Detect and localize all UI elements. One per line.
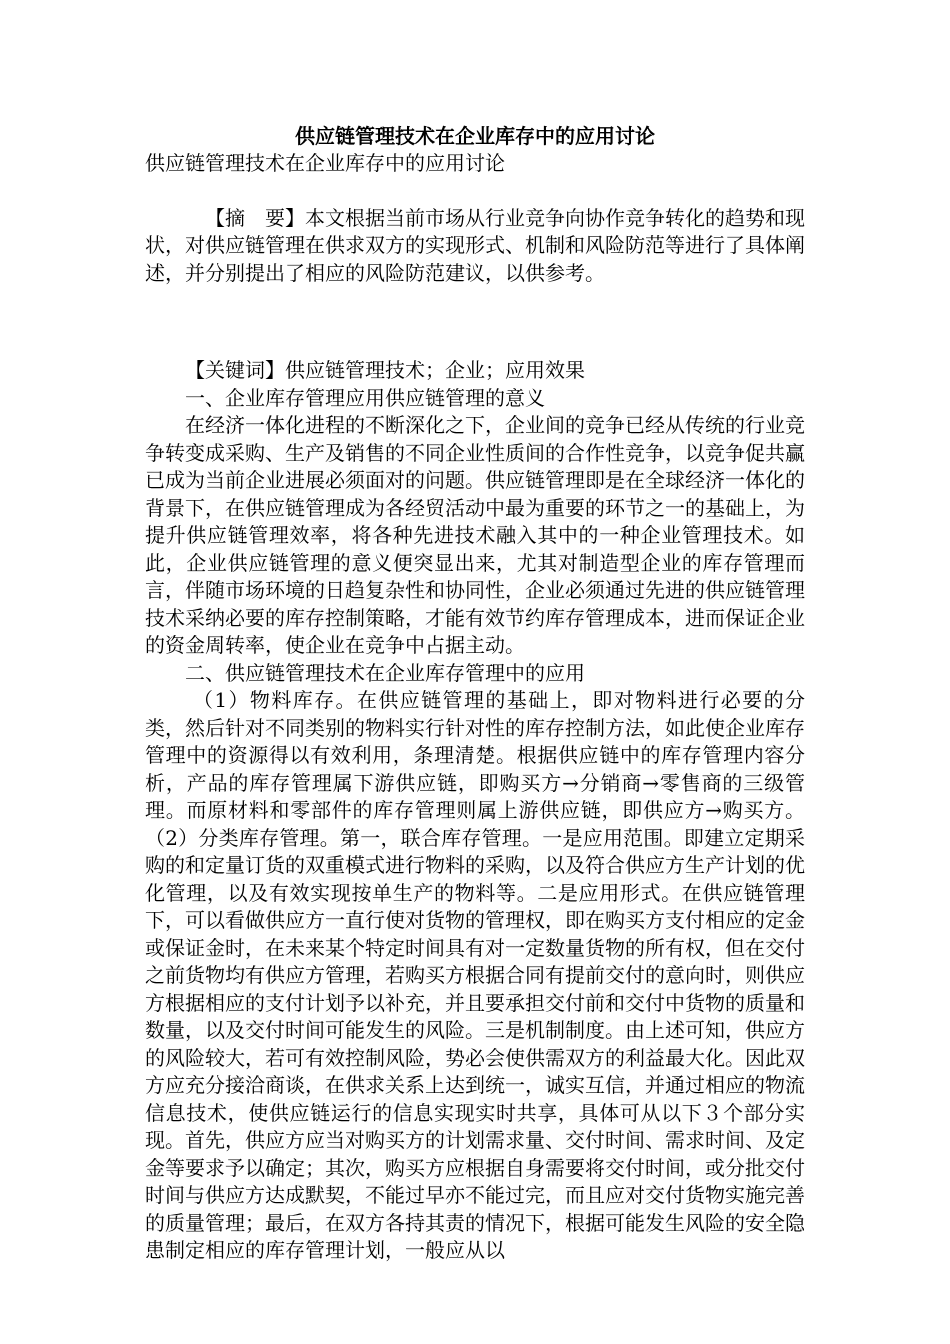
document-page: [145, 122, 805, 1265]
document-subtitle: 供应链管理技术在企业库存中的应用讨论: [145, 151, 505, 175]
section-2-heading: 二、供应链管理技术在企业库存管理中的应用: [185, 660, 585, 685]
section-1-body: 在经济一体化进程的不断深化之下，企业间的竞争已经从传统的行业竞争转变成采购、生产及销售的不同企业性质间的合作性竞争，以竞争促共赢已成为当前企业进展必须面对的问题。供应链管理即是在全球经济一体化的背景下，在供应链管理成为各经贸活动中最为重要的环节之一的基础上，为提升供应链管理效率，将各种先进技术融入其中的一种企业管理技术。如此，企业供应链管理的意义便突显出来，尤其对制造型企业的库存管理而言，伴随市场环境的日趋复杂性和协同性，企业必须通过先进的供应链管理技术采纳必要的库存控制策略，才能有效节约库存管理成本，进而保证企业的资金周转率，使企业在竞争中占据主动。: [145, 413, 805, 657]
keywords-line: 【关键词】供应链管理技术；企业；应用效果: [185, 358, 585, 382]
section-1-heading: 一、企业库存管理应用供应链管理的意义: [185, 385, 545, 410]
section-2-body: （1）物料库存。在供应链管理的基础上，即对物料进行必要的分类，然后针对不同类别的物料实行针对性的库存控制方法，如此使企业库存管理中的资源得以有效利用，条理清楚。根据供应链中的库存管理内容分析，产品的库存管理属下游供应链，即购买方→分销商→零售商的三级管理。而原材料和零部件的库存管理则属上游供应链，即供应方→购买方。（2）分类库存管理。第一，联合库存管理。一是应用范围。即建立定期采购的和定量订货的双重模式进行物料的采购，以及符合供应方生产计划的优化管理，以及有效实现按单生产的物料等。二是应用形式。在供应链管理下，可以看做供应方一直行使对货物的管理权，即在购买方支付相应的定金或保证金时，在未来某个特定时间具有对一定数量货物的所有权，但在交付之前货物均有供应方管理，若购买方根据合同有提前交付的意向时，则供应方根据相应的支付计划予以补充，并且要承担交付前和交付中货物的质量和数量，以及交付时间可能发生的风险。三是机制制度。由上述可知，供应方的风险较大，若可有效控制风险，势必会使供需双方的利益最大化。因此双方应充分接洽商谈，在供求关系上达到统一，诚实互信，并通过相应的物流信息技术，使供应链运行的信息实现实时共享，具体可从以下３个部分实现。首先，供应方应当对购买方的计划需求量、交付时间、需求时间、及定金等要求予以确定；其次，购买方应根据自身需要将交付时间，或分批交付时间与供应方达成默契，不能过早亦不能过完，而且应对交付货物实施完善的质量管理；最后，在双方各持其责的情况下，根据可能发生风险的安全隐患制定相应的库存管理计划，一般应从以: [145, 688, 805, 1262]
abstract-paragraph: 【摘 要】本文根据当前市场从行业竞争向协作竞争转化的趋势和现状，对供应链管理在供求双方的实现形式、机制和风险防范等进行了具体阐述，并分别提出了相应的风险防范建议，以供参考。: [145, 205, 805, 285]
document-title: 供应链管理技术在企业库存中的应用讨论: [295, 124, 655, 148]
